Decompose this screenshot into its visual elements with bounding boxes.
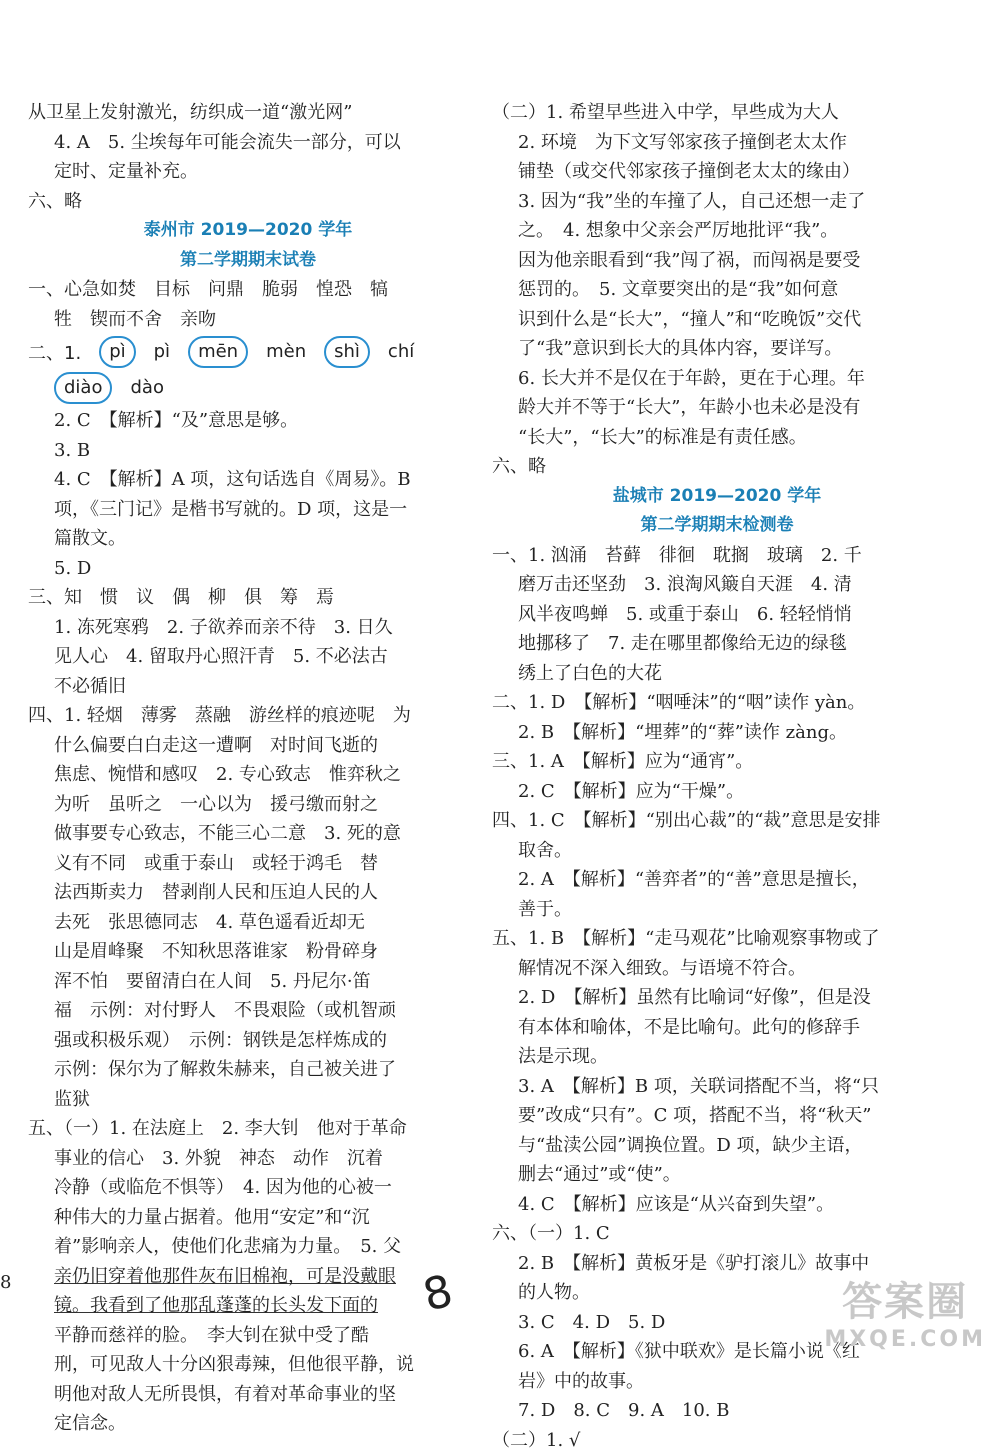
text-line: 示例：保尔为了解救朱赫来，自己被关进了: [28, 1055, 468, 1085]
text-line: （二）1. √: [492, 1426, 942, 1455]
watermark-logo: [824, 1270, 986, 1352]
text-line: 平静而慈祥的脸。 李大钊在狱中受了酷: [28, 1321, 468, 1351]
section-subtitle: 第二学期期末检测卷: [492, 511, 942, 541]
text-line: 铺垫（或交代邻家孩子撞倒老太太的缘由）: [492, 157, 942, 187]
pinyin: chí: [388, 338, 414, 366]
text-line: 牲 锲而不舍 亲吻: [28, 305, 468, 335]
section-title: 盐城市 2019—2020 学年: [492, 482, 942, 512]
watermark-top: 答案圈: [824, 1270, 986, 1327]
text-line: 事业的信心 3. 外貌 神态 动作 沉着: [28, 1144, 468, 1174]
pinyin-row: [28, 370, 468, 406]
text-line: 地挪移了 7. 走在哪里都像给无边的绿毯: [492, 629, 942, 659]
text-line: 六、略: [28, 187, 468, 217]
pinyin-circled: pì: [99, 336, 135, 368]
text-line: 法是示现。: [492, 1042, 942, 1072]
underlined-line: 亲仍旧穿着他那件灰布旧棉袍，可是没戴眼: [28, 1262, 468, 1292]
text-line: 3. C 4. D 5. D: [492, 1308, 942, 1338]
text-line: 2. B 【解析】黄板牙是《驴打滚儿》故事中: [492, 1249, 942, 1279]
pinyin: dào: [130, 374, 163, 402]
text-line: 一、心急如焚 目标 问鼎 脆弱 惶恐 犒: [28, 275, 468, 305]
text-line: 见人心 4. 留取丹心照汗青 5. 不必法古: [28, 642, 468, 672]
text-line: 从卫星上发射激光，纺织成一道“激光网”: [28, 98, 468, 128]
text-line: 焦虑、惋惜和感叹 2. 专心致志 惟弈秋之: [28, 760, 468, 790]
text-line: 六、（一）1. C: [492, 1219, 942, 1249]
pinyin-circled: shì: [324, 336, 370, 368]
text-line: 绣上了白色的大花: [492, 659, 942, 689]
text-line: 识到什么是“长大”，“撞人”和“吃晚饭”交代: [492, 305, 942, 335]
text-line: 要”改成“只有”。C 项，搭配不当，将“秋天”: [492, 1101, 942, 1131]
text-line: 因为他亲眼看到“我”闯了祸，而闯祸是要受: [492, 246, 942, 276]
text-line: 2. A 【解析】“善弈者”的“善”意思是擅长，: [492, 865, 942, 895]
text-line: 法西斯卖力 替剥削人民和压迫人民的人: [28, 878, 468, 908]
text-line: 了“我”意识到长大的具体内容，要详写。: [492, 334, 942, 364]
text-line: 惩罚的。 5. 文章要突出的是“我”如何意: [492, 275, 942, 305]
text-line: 义有不同 或重于泰山 或轻于鸿毛 替: [28, 849, 468, 879]
pinyin: mèn: [266, 338, 306, 366]
text-line: 有本体和喻体，不是比喻句。此句的修辞手: [492, 1013, 942, 1043]
text-line: 6. A 【解析】《狱中联欢》是长篇小说《红: [492, 1337, 942, 1367]
text-line: 项，《三门记》是楷书写就的。D 项，这是一: [28, 495, 468, 525]
text-line: 种伟大的力量占据着。他用“安定”和“沉: [28, 1203, 468, 1233]
text-line: 一、1. 汹涌 苔藓 徘徊 耽搁 玻璃 2. 千: [492, 541, 942, 571]
text-line: 龄大并不等于“长大”，年龄小也未必是没有: [492, 393, 942, 423]
text-line: 山是眉峰聚 不知秋思落谁家 粉骨碎身: [28, 937, 468, 967]
text-line: 3. A 【解析】B 项，关联词搭配不当，将“只: [492, 1072, 942, 1102]
text-line: （二）1. 希望早些进入中学，早些成为大人: [492, 98, 942, 128]
text-line: 1. 冻死寒鸦 2. 子欲养而亲不待 3. 日久: [28, 613, 468, 643]
pinyin-circled: mēn: [188, 336, 248, 368]
text-line: 2. C 【解析】“及”意思是够。: [28, 406, 468, 436]
underlined-line: 镜。我看到了他那乱蓬蓬的长头发下面的: [28, 1291, 468, 1321]
text-line: 监狱: [28, 1085, 468, 1115]
text-line: 为听 虽听之 一心以为 援弓缴而射之: [28, 790, 468, 820]
text-line: 二、1. D 【解析】“咽唾沫”的“咽”读作 yàn。: [492, 688, 942, 718]
text-line: 明他对敌人无所畏惧，有着对革命事业的坚: [28, 1380, 468, 1410]
text-line: 删去“通过”或“使”。: [492, 1160, 942, 1190]
text-line: 三、知 惯 议 偶 柳 俱 筹 焉: [28, 583, 468, 613]
text-line: 五、1. B 【解析】“走马观花”比喻观察事物或了: [492, 924, 942, 954]
text-line: 三、1. A 【解析】应为“通宵”。: [492, 747, 942, 777]
text-line: 篇散文。: [28, 524, 468, 554]
text-line: 去死 张思德同志 4. 草色遥看近却无: [28, 908, 468, 938]
text-line: 冷静（或临危不惧等） 4. 因为他的心被一: [28, 1173, 468, 1203]
section-subtitle: 第二学期期末试卷: [28, 246, 468, 276]
pinyin: pì: [154, 338, 170, 366]
text-line: 4. A 5. 尘埃每年可能会流失一部分，可以: [28, 128, 468, 158]
text-line: 做事要专心致志，不能三心二意 3. 死的意: [28, 819, 468, 849]
text-line: 强或积极乐观） 示例：钢铁是怎样炼成的: [28, 1026, 468, 1056]
text-line: 解情况不深入细致。与语境不符合。: [492, 954, 942, 984]
text-line: 五、（一）1. 在法庭上 2. 李大钊 他对于革命: [28, 1114, 468, 1144]
question-number: 二、1.: [28, 339, 81, 365]
text-line: 六、略: [492, 452, 942, 482]
text-line: 取舍。: [492, 836, 942, 866]
text-line: 刑，可见敌人十分凶狠毒辣，但他很平静，说: [28, 1350, 468, 1380]
pinyin-row: [28, 334, 468, 370]
text-line: 与“盐渎公园”调换位置。D 项，缺少主语，: [492, 1131, 942, 1161]
text-line: 之。 4. 想象中父亲会严厉地批评“我”。: [492, 216, 942, 246]
text-line: 7. D 8. C 9. A 10. B: [492, 1396, 942, 1426]
right-column: [492, 98, 942, 1455]
text-line: 福 示例：对付野人 不畏艰险（或机智顽: [28, 996, 468, 1026]
text-line: 2. 环境 为下文写邻家孩子撞倒老太太作: [492, 128, 942, 158]
handwritten-mark: 8: [418, 1265, 458, 1321]
text-line: 4. C 【解析】A 项，这句话选自《周易》。B: [28, 465, 468, 495]
text-line: “长大”，“长大”的标准是有责任感。: [492, 423, 942, 453]
text-line: 4. C 【解析】应该是“从兴奋到失望”。: [492, 1190, 942, 1220]
text-line: 3. 因为“我”坐的车撞了人，自己还想一走了: [492, 187, 942, 217]
text-line: 风半夜鸣蝉 5. 或重于泰山 6. 轻轻悄悄: [492, 600, 942, 630]
text-line: 的人物。: [492, 1278, 942, 1308]
text-line: 3. B: [28, 436, 468, 466]
text-line: 不必循旧: [28, 672, 468, 702]
text-line: 浑不怕 要留清白在人间 5. 丹尼尔·笛: [28, 967, 468, 997]
left-column: [28, 98, 468, 1439]
text-line: 四、1. 轻烟 薄雾 蒸融 游丝样的痕迹呢 为: [28, 701, 468, 731]
text-line: 定时、定量补充。: [28, 157, 468, 187]
text-line: 6. 长大并不是仅在于年龄，更在于心理。年: [492, 364, 942, 394]
text-line: 四、1. C 【解析】“别出心裁”的“裁”意思是安排: [492, 806, 942, 836]
text-line: 定信念。: [28, 1409, 468, 1439]
text-line: 着”影响亲人，使他们化悲痛为力量。 5. 父: [28, 1232, 468, 1262]
text-line: 2. D 【解析】虽然有比喻词“好像”，但是没: [492, 983, 942, 1013]
text-line: 磨万击还坚劲 3. 浪淘风簸自天涯 4. 清: [492, 570, 942, 600]
text-line: 岩》中的故事。: [492, 1367, 942, 1397]
text-line: 2. B 【解析】“埋葬”的“葬”读作 zàng。: [492, 718, 942, 748]
text-line: 5. D: [28, 554, 468, 584]
watermark-bottom: MXQE.COM: [824, 1327, 986, 1352]
text-line: 什么偏要白白走这一遭啊 对时间飞逝的: [28, 731, 468, 761]
page-number: 8: [0, 1272, 11, 1293]
text-line: 善于。: [492, 895, 942, 925]
pinyin-circled: diào: [54, 372, 112, 404]
section-title: 泰州市 2019—2020 学年: [28, 216, 468, 246]
text-line: 2. C 【解析】应为“干燥”。: [492, 777, 942, 807]
